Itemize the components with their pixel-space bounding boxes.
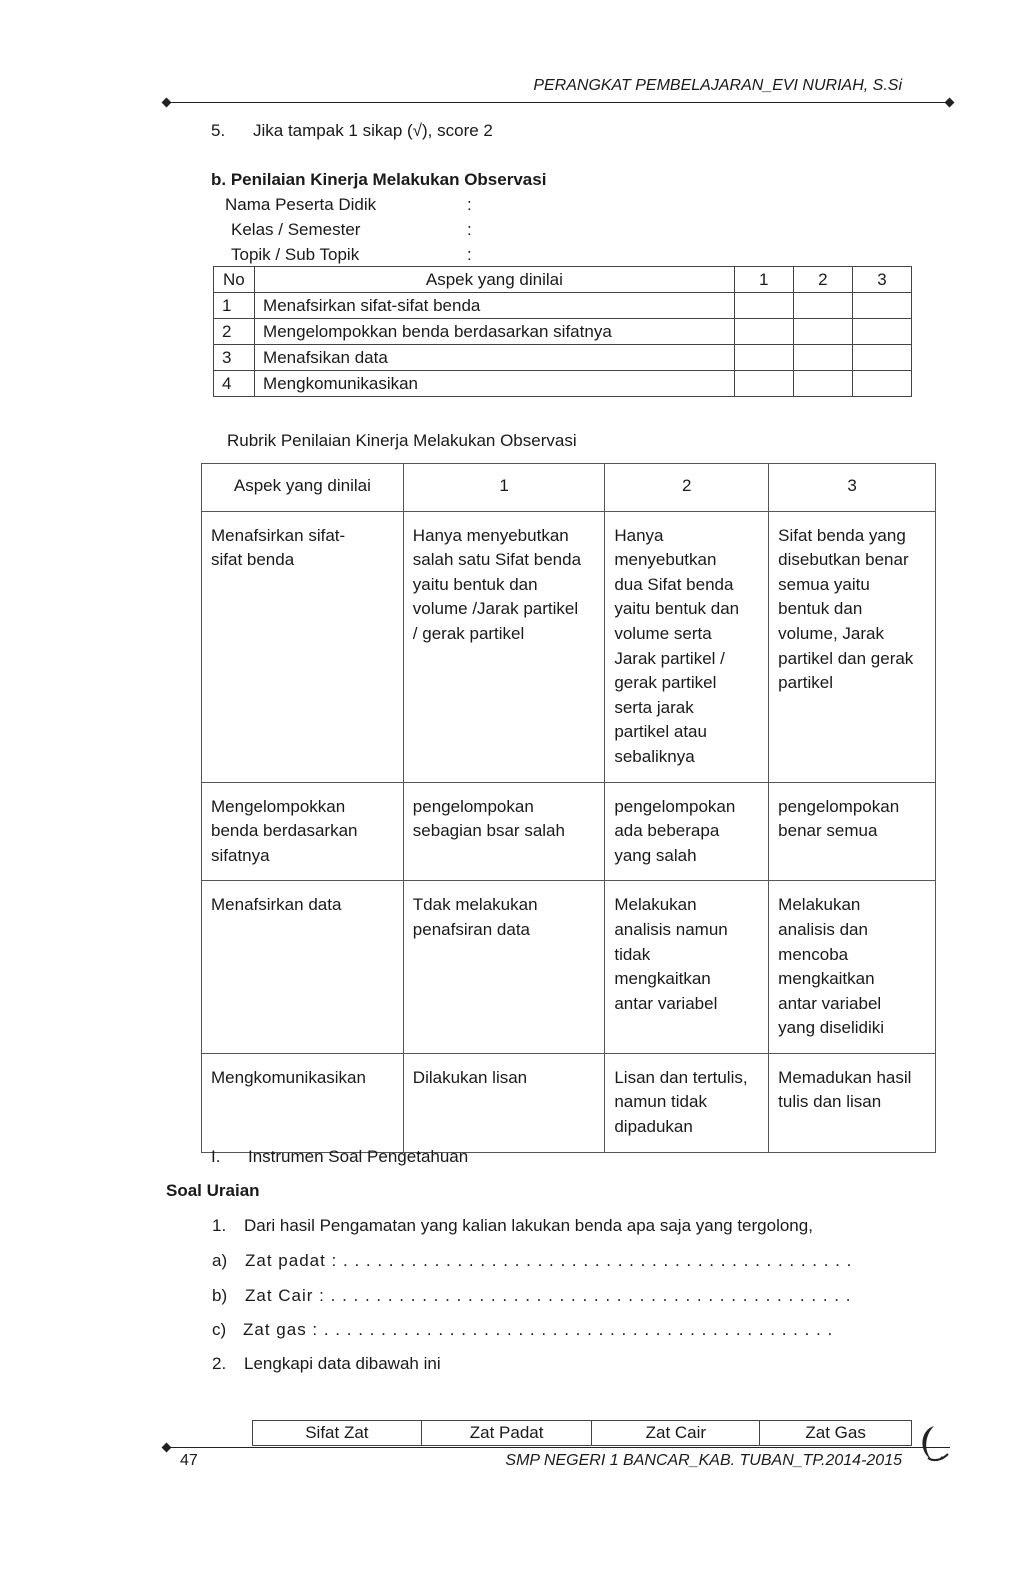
footer-rule <box>166 1447 950 1448</box>
score-cell[interactable] <box>734 371 793 397</box>
table-header-row <box>253 1421 912 1446</box>
answer-b-letter: b) <box>212 1286 228 1305</box>
soal-uraian-title: Soal Uraian <box>166 1181 260 1200</box>
footer-rule-left-diamond <box>162 1443 172 1453</box>
field-colon-topik: : <box>467 245 472 264</box>
rubric-title: Rubrik Penilaian Kinerja Melakukan Observasi <box>227 431 577 450</box>
rubric-row <box>202 881 936 1054</box>
header-rule <box>166 102 950 103</box>
table-row <box>214 293 912 319</box>
observation-score-table <box>213 266 912 397</box>
rubric-header-row <box>202 464 936 512</box>
score-cell[interactable] <box>852 293 911 319</box>
row-aspek: Menafsirkan sifat-sifat benda <box>255 293 735 319</box>
answer-c-letter: c) <box>212 1320 227 1339</box>
field-colon-nama: : <box>467 195 472 214</box>
table-row <box>214 319 912 345</box>
header-no: No <box>214 267 255 293</box>
rubric-aspek-cell: Mengelompokkan benda berdasarkan sifatnya <box>202 782 404 881</box>
question-2-text: Lengkapi data dibawah ini <box>244 1354 441 1373</box>
table-header-row <box>214 267 912 293</box>
rubric-score-1-cell: Tdak melakukan penafsiran data <box>403 881 605 1054</box>
states-of-matter-table <box>252 1420 912 1446</box>
row-no: 4 <box>214 371 255 397</box>
running-header: PERANGKAT PEMBELAJARAN_EVI NURIAH, S.Si <box>533 77 902 94</box>
rubric-score-2-cell: Melakukan analisis namun tidak mengkaitkan antar variabel <box>605 881 769 1054</box>
answer-a-line: Zat padat : . . . . . . . . . . . . . . . . . . . . . . . . . . . . . . . . . . . . . . . . . . . . . <box>245 1251 853 1270</box>
rubric-row <box>202 782 936 881</box>
rubric-score-1-cell: Dilakukan lisan <box>403 1053 605 1152</box>
rubric-score-3-cell: Sifat benda yang disebutkan benar semua yaitu bentuk dan volume, Jarak partikel dan gerak partikel <box>769 511 936 782</box>
answer-b-line: Zat Cair : . . . . . . . . . . . . . . . . . . . . . . . . . . . . . . . . . . . . . . . . . . . . . . <box>245 1286 852 1305</box>
row-aspek: Mengelompokkan benda berdasarkan sifatnya <box>255 319 735 345</box>
score-cell[interactable] <box>734 293 793 319</box>
question-2-number: 2. <box>212 1354 227 1373</box>
section-i-number: I. <box>211 1147 221 1166</box>
field-label-topik: Topik / Sub Topik <box>231 245 360 264</box>
rubric-score-3-cell: pengelompokan benar semua <box>769 782 936 881</box>
section-b-title: b. Penilaian Kinerja Melakukan Observasi <box>211 170 547 189</box>
question-1-text: Dari hasil Pengamatan yang kalian lakukan benda apa saja yang tergolong, <box>244 1216 813 1235</box>
row-no: 2 <box>214 319 255 345</box>
header-rule-left-diamond <box>162 98 172 108</box>
header-score-2: 2 <box>793 267 852 293</box>
footer-school: SMP NEGERI 1 BANCAR_KAB. TUBAN_TP.2014-2015 <box>505 1452 902 1469</box>
row-aspek: Menafsikan data <box>255 345 735 371</box>
rubric-aspek-cell: Mengkomunikasikan <box>202 1053 404 1152</box>
score-cell[interactable] <box>793 319 852 345</box>
table-row <box>214 371 912 397</box>
rubric-score-1-cell: pengelompokan sebagian bsar salah <box>403 782 605 881</box>
rubric-score-3-cell: Memadukan hasil tulis dan lisan <box>769 1053 936 1152</box>
row-aspek: Mengkomunikasikan <box>255 371 735 397</box>
score-cell[interactable] <box>734 345 793 371</box>
table-row <box>214 345 912 371</box>
rubric-score-1-cell: Hanya menyebutkan salah satu Sifat benda yaitu bentuk dan volume /Jarak partikel / gerak partikel <box>403 511 605 782</box>
rubric-row <box>202 1053 936 1152</box>
answer-c-line: Zat gas : . . . . . . . . . . . . . . . . . . . . . . . . . . . . . . . . . . . . . . . . . . . . . <box>243 1320 834 1339</box>
header-score-3: 3 <box>852 267 911 293</box>
score-cell[interactable] <box>852 371 911 397</box>
rubric-score-2-cell: Lisan dan tertulis, namun tidak dipadukan <box>605 1053 769 1152</box>
question-1-number: 1. <box>212 1216 227 1235</box>
rubric-header-aspek: Aspek yang dinilai <box>202 464 404 512</box>
header-zat-padat: Zat Padat <box>421 1421 592 1446</box>
rubric-score-3-cell: Melakukan analisis dan mencoba mengkaitkan antar variabel yang diselidiki <box>769 881 936 1054</box>
crescent-logo <box>912 1422 952 1466</box>
field-label-kelas: Kelas / Semester <box>231 220 361 239</box>
header-score-1: 1 <box>734 267 793 293</box>
rubric-header-2: 2 <box>605 464 769 512</box>
page-number: 47 <box>180 1452 198 1469</box>
header-aspek: Aspek yang dinilai <box>255 267 735 293</box>
item-5-text: Jika tampak 1 sikap (√), score 2 <box>253 121 493 140</box>
score-cell[interactable] <box>793 293 852 319</box>
rubric-score-2-cell: pengelompokan ada beberapa yang salah <box>605 782 769 881</box>
item-5-number: 5. <box>211 121 226 140</box>
header-zat-cair: Zat Cair <box>592 1421 760 1446</box>
header-rule-right-diamond <box>945 98 955 108</box>
section-i-title: Instrumen Soal Pengetahuan <box>248 1147 469 1166</box>
header-zat-gas: Zat Gas <box>760 1421 912 1446</box>
header-sifat-zat: Sifat Zat <box>253 1421 422 1446</box>
answer-a-letter: a) <box>212 1251 228 1270</box>
score-cell[interactable] <box>793 345 852 371</box>
rubric-score-2-cell: Hanya menyebutkan dua Sifat benda yaitu bentuk dan volume serta Jarak partikel / gerak partikel serta jarak partikel atau sebaliknya <box>605 511 769 782</box>
score-cell[interactable] <box>734 319 793 345</box>
score-cell[interactable] <box>793 371 852 397</box>
field-colon-kelas: : <box>467 220 472 239</box>
rubric-table <box>201 463 936 1153</box>
row-no: 3 <box>214 345 255 371</box>
rubric-row <box>202 511 936 782</box>
rubric-header-3: 3 <box>769 464 936 512</box>
score-cell[interactable] <box>852 319 911 345</box>
rubric-header-1: 1 <box>403 464 605 512</box>
rubric-aspek-cell: Menafsirkan data <box>202 881 404 1054</box>
rubric-aspek-cell: Menafsirkan sifat- sifat benda <box>202 511 404 782</box>
score-cell[interactable] <box>852 345 911 371</box>
row-no: 1 <box>214 293 255 319</box>
field-label-nama: Nama Peserta Didik <box>225 195 377 214</box>
